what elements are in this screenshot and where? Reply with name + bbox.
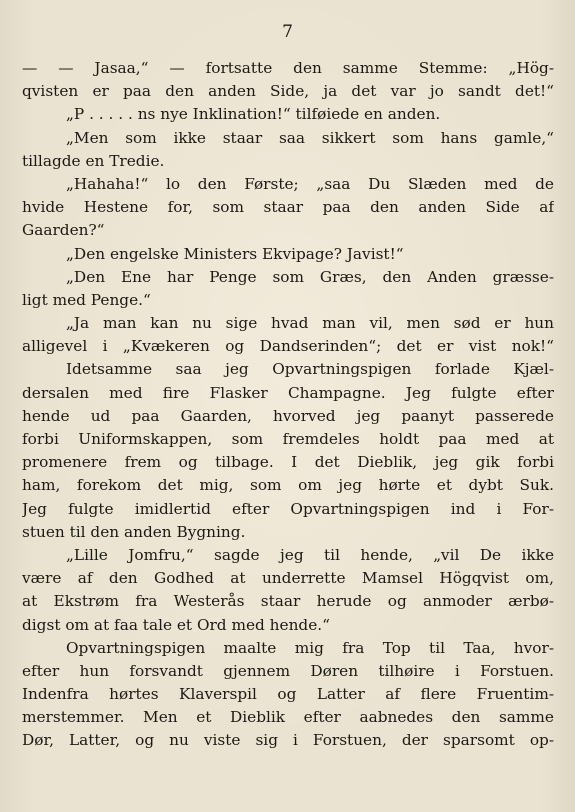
text-line: forbi Uniformskappen, som fremdeles holdt paa med at	[22, 430, 554, 448]
text-line: tillagde en Tredie.	[22, 151, 165, 170]
text-line: „Men som ikke staar saa sikkert som hans gamle,“	[66, 128, 554, 147]
text-line: efter hun forsvandt gjennem Døren tilhøire i Forstuen.	[22, 661, 554, 680]
text-line: stuen til den anden Bygning.	[22, 522, 246, 541]
text-line: dersalen med fire Flasker Champagne. Jeg fulgte efter	[22, 383, 554, 402]
text-line: ligt med Penge.“	[22, 290, 151, 309]
text-line: digst om at faa tale et Ord med hende.“	[22, 615, 330, 634]
text-line: hvide Hestene for, som staar paa den anden Side af	[22, 198, 554, 217]
text-line: ham, forekom det mig, som om jeg hørte et dybt Suk.	[22, 476, 554, 495]
text-line: Indenfra hørtes Klaverspil og Latter af flere Fruentim-	[22, 685, 554, 704]
text-line: „Den Ene har Penge som Græs, den Anden græsse-	[66, 267, 554, 286]
text-line: være af den Godhed at underrette Mamsel Högqvist om,	[22, 569, 554, 588]
text-line: „Lille Jomfru,“ sagde jeg til hende, „vil De ikke	[66, 545, 554, 564]
text-line: hende ud paa Gaarden, hvorved jeg paanyt passerede	[22, 406, 554, 425]
text-line: „Ja man kan nu sige hvad man vil, men sød er hun	[66, 314, 554, 333]
text-line: „Den engelske Ministers Ekvipage? Javist!“	[66, 244, 404, 263]
text-line: Idetsamme saa jeg Opvartningspigen forlade Kjæl-	[66, 360, 554, 379]
text-line: „Hahaha!“ lo den Første; „saa Du Slæden med de	[66, 174, 554, 193]
body-text	[22, 57, 554, 753]
page-number: 7	[282, 22, 293, 42]
text-line: merstemmer. Men et Dieblik efter aabnedes den samme	[22, 708, 554, 727]
text-line: qvisten er paa den anden Side, ja det var jo sandt det!“	[22, 82, 554, 101]
text-line: „P . . . . . ns nye Inklination!“ tilføiede en anden.	[66, 105, 441, 124]
text-line: promenere frem og tilbage. I det Dieblik, jeg gik forbi	[22, 453, 554, 472]
text-line: Jeg fulgte imidlertid efter Opvartningspigen ind i For-	[22, 499, 554, 518]
text-line: Dør, Latter, og nu viste sig i Forstuen, der sparsomt op-	[22, 731, 554, 750]
text-line: — — Jasaa,“ — fortsatte den samme Stemme: „Hög-	[22, 59, 554, 77]
text-line: Opvartningspigen maalte mig fra Top til Taa, hvor-	[66, 638, 554, 657]
text-line: Gaarden?“	[22, 221, 105, 240]
text-line: at Ekstrøm fra Westerås staar herude og anmoder ærbø-	[22, 592, 554, 611]
text-line: alligevel i „Kvækeren og Dandserinden“; det er vist nok!“	[22, 337, 554, 356]
